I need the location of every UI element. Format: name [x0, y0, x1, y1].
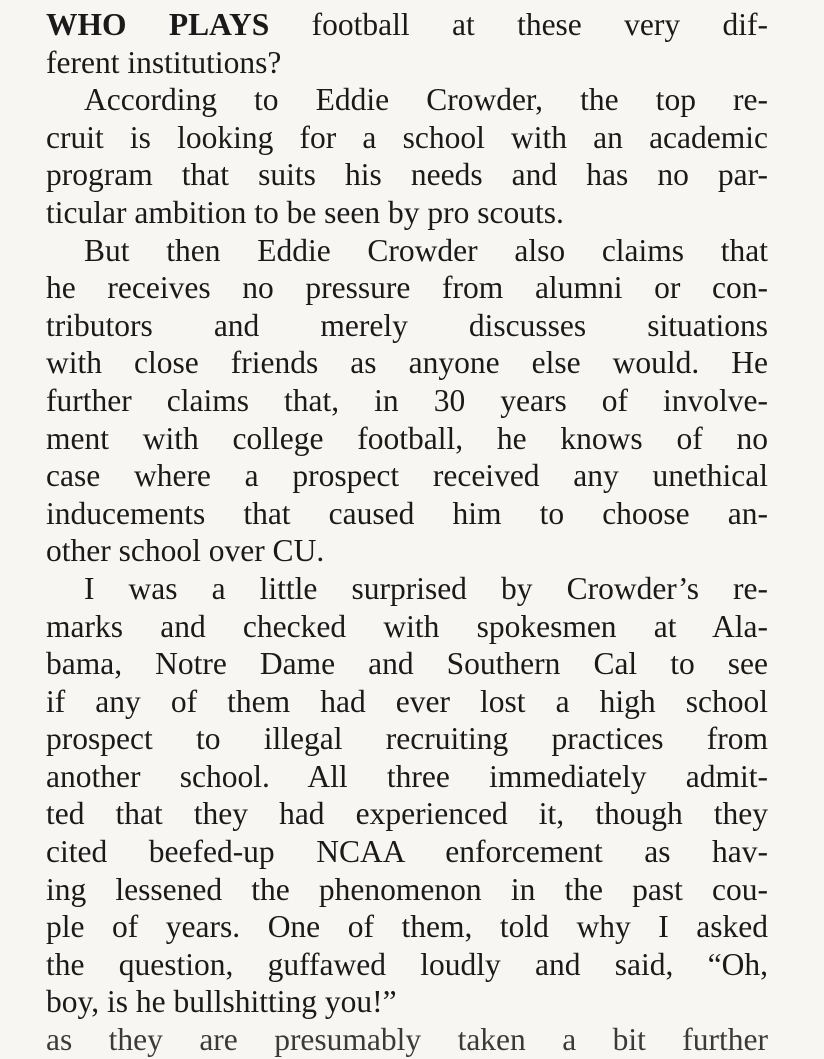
line-text: program that suits his needs and has no par- — [46, 157, 768, 193]
line-text: ing lessened the phenomenon in the past cou- — [46, 871, 768, 907]
line-text: ple of years. One of them, told why I asked — [46, 909, 768, 945]
line-text: ticular ambition to be seen by pro scouts. — [46, 194, 564, 230]
text-line — [46, 6, 768, 44]
line-text: he receives no pressure from alumni or con- — [46, 270, 768, 306]
line-text: marks and checked with spokesmen at Ala- — [46, 608, 768, 644]
line-text: other school over CU. — [46, 533, 325, 569]
text-line — [46, 871, 768, 909]
clipped-line: as they are presumably taken a bit further — [46, 1022, 768, 1058]
line-text: football at these very dif- — [269, 7, 768, 42]
line-text: if any of them had ever lost a high school — [46, 683, 768, 719]
text-line — [46, 570, 768, 608]
text-line — [46, 946, 768, 984]
text-line — [46, 307, 768, 345]
text-line — [46, 457, 768, 495]
line-text: ted that they had experienced it, though they — [46, 796, 768, 832]
text-line — [46, 908, 768, 946]
paragraph — [46, 570, 768, 1021]
text-line — [46, 532, 768, 570]
text-line — [46, 344, 768, 382]
text-line — [46, 81, 768, 119]
line-text: cruit is looking for a school with an academic — [46, 119, 768, 155]
text-line — [46, 758, 768, 796]
line-text: with close friends as anyone else would. He — [46, 345, 768, 381]
article-column — [46, 6, 768, 1058]
line-text: boy, is he bullshitting you!” — [46, 984, 397, 1020]
line-text: cited beefed-up NCAA enforcement as hav- — [46, 834, 768, 870]
text-line — [46, 420, 768, 458]
text-line — [46, 194, 768, 232]
line-text: tributors and merely discusses situations — [46, 307, 768, 343]
text-line — [46, 683, 768, 721]
paragraph — [46, 6, 768, 81]
line-text: But then Eddie Crowder also claims that — [84, 232, 768, 268]
line-text: another school. All three immediately admit- — [46, 758, 768, 794]
text-line — [46, 382, 768, 420]
paragraph — [46, 81, 768, 231]
lead-in: WHO PLAYS — [46, 7, 270, 42]
line-text: the question, guffawed loudly and said, “Oh, — [46, 946, 768, 982]
text-line — [46, 645, 768, 683]
line-text: further claims that, in 30 years of involve- — [46, 382, 768, 418]
text-line — [46, 795, 768, 833]
text-line — [46, 269, 768, 307]
line-text: ment with college football, he knows of no — [46, 420, 768, 456]
text-line — [46, 44, 768, 82]
line-text: inducements that caused him to choose an- — [46, 495, 768, 531]
line-text: bama, Notre Dame and Southern Cal to see — [46, 646, 768, 682]
text-line — [46, 720, 768, 758]
text-line — [46, 495, 768, 533]
line-text: According to Eddie Crowder, the top re- — [84, 82, 768, 118]
text-line — [46, 156, 768, 194]
text-line — [46, 983, 768, 1021]
text-line — [46, 232, 768, 270]
line-text: prospect to illegal recruiting practices from — [46, 721, 768, 757]
text-line — [46, 608, 768, 646]
line-text: case where a prospect received any unethical — [46, 458, 768, 494]
line-text: I was a little surprised by Crowder’s re- — [84, 570, 768, 606]
paragraph — [46, 232, 768, 570]
line-text: ferent institutions? — [46, 44, 282, 80]
text-line — [46, 833, 768, 871]
text-line — [46, 119, 768, 157]
